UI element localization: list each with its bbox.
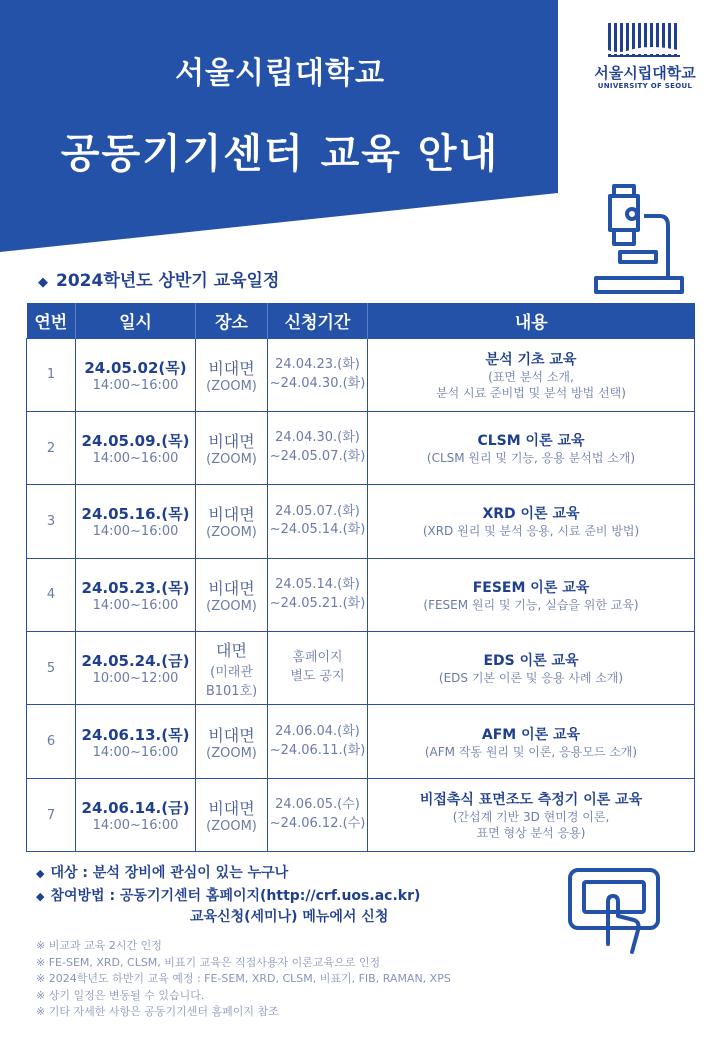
row-content xyxy=(368,558,695,631)
row-period xyxy=(268,632,368,705)
header-date: 일시 xyxy=(76,303,196,338)
row-content-desc: (간섭계 기반 3D 현미경 이론, xyxy=(452,809,610,824)
table-row xyxy=(27,632,695,705)
schedule-title-text: 2024학년도 상반기 교육일정 xyxy=(56,271,280,291)
row-date: 24.06.13.(목) xyxy=(81,725,190,744)
row-period-start: 24.06.05.(수) xyxy=(275,797,360,813)
university-logo-icon xyxy=(590,20,700,60)
row-period-end: ~24.05.14.(화) xyxy=(269,522,366,538)
row-place-type: 비대면 xyxy=(208,432,255,452)
row-period xyxy=(268,705,368,778)
row-datetime xyxy=(76,778,196,851)
row-date: 24.05.24.(금) xyxy=(81,652,190,671)
note-item: ※ 기타 자세한 사항은 공동기기센터 홈페이지 참조 xyxy=(36,1005,279,1018)
table-row xyxy=(27,411,695,484)
row-content xyxy=(368,338,695,411)
row-time: 14:00~16:00 xyxy=(92,451,179,467)
table-header-row xyxy=(27,303,695,338)
row-time: 14:00~16:00 xyxy=(92,597,179,613)
table-row xyxy=(27,778,695,851)
row-period-end: ~24.05.07.(화) xyxy=(269,449,366,465)
header-period: 신청기간 xyxy=(268,303,368,338)
row-number: 4 xyxy=(27,558,76,631)
logo-subtitle: UNIVERSITY OF SEOUL xyxy=(597,82,693,90)
row-place xyxy=(196,411,268,484)
row-date: 24.05.09.(목) xyxy=(81,432,190,451)
row-time: 14:00~16:00 xyxy=(92,377,179,393)
row-content xyxy=(368,485,695,558)
row-number: 2 xyxy=(27,411,76,484)
row-period-start: 24.04.23.(화) xyxy=(275,356,360,372)
row-content-title: EDS 이론 교육 xyxy=(483,653,579,670)
target-info xyxy=(36,862,288,882)
row-datetime xyxy=(76,411,196,484)
row-place xyxy=(196,778,268,851)
touch-screen-icon xyxy=(566,866,666,956)
diamond-bullet-icon: ◆ xyxy=(36,867,45,880)
row-content-desc: (XRD 원리 및 분석 응용, 시료 준비 방법) xyxy=(422,524,640,539)
row-content-title: 비접촉식 표면조도 측정기 이론 교육 xyxy=(419,791,643,808)
row-place xyxy=(196,485,268,558)
row-place-detail: (ZOOM) xyxy=(206,452,257,468)
row-date: 24.06.14.(금) xyxy=(81,799,190,818)
notes-list xyxy=(36,938,451,1021)
row-place xyxy=(196,558,268,631)
table-row xyxy=(27,485,695,558)
row-place-type: 비대면 xyxy=(208,799,255,819)
row-time: 14:00~16:00 xyxy=(92,524,179,540)
row-place-detail: (미래관 xyxy=(210,664,253,680)
row-content-title: XRD 이론 교육 xyxy=(482,506,580,523)
schedule-section-title xyxy=(38,266,279,291)
diamond-bullet-icon: ◆ xyxy=(36,890,45,903)
table-row xyxy=(27,558,695,631)
row-period xyxy=(268,338,368,411)
row-content-title: FESEM 이론 교육 xyxy=(472,579,590,596)
row-datetime xyxy=(76,632,196,705)
row-content-desc: (AFM 작동 원리 및 이론, 응용모드 소개) xyxy=(424,744,638,759)
row-period-end: ~24.06.11.(화) xyxy=(269,742,366,758)
row-datetime xyxy=(76,558,196,631)
row-period xyxy=(268,558,368,631)
page-title-line2: 공동기기센터 교육 안내 xyxy=(60,131,500,177)
row-place-detail: (ZOOM) xyxy=(206,598,257,614)
row-datetime xyxy=(76,338,196,411)
row-place-detail: (ZOOM) xyxy=(206,819,257,835)
row-place-type: 비대면 xyxy=(208,358,255,378)
note-item: ※ FE-SEM, XRD, CLSM, 비표기 교육은 직접사용자 이론교육으로 인정 xyxy=(36,955,381,969)
note-item: ※ 비교과 교육 2시간 인정 xyxy=(36,939,162,952)
method-info-line2: 교육신청(세미나) 메뉴에서 신청 xyxy=(190,909,389,925)
row-time: 10:00~12:00 xyxy=(92,671,179,687)
row-place xyxy=(196,705,268,778)
row-content-desc: (CLSM 원리 및 기능, 응용 분석법 소개) xyxy=(426,450,636,465)
row-place-type: 대면 xyxy=(216,640,247,660)
row-period-end: 별도 공지 xyxy=(290,669,345,685)
method-text: 참여방법 : 공동기기센터 홈페이지(http://crf.uos.ac.kr) xyxy=(50,888,421,904)
row-date: 24.05.16.(목) xyxy=(81,505,190,524)
row-period-start: 24.04.30.(화) xyxy=(275,430,360,446)
page-title-line1: 서울시립대학교 xyxy=(175,56,385,91)
row-content-title: CLSM 이론 교육 xyxy=(477,432,585,449)
note-item: ※ 2024학년도 하반기 교육 예정 : FE-SEM, XRD, CLSM, 비표기, FIB, RAMAN, XPS xyxy=(36,972,451,985)
row-content-title: 분석 기초 교육 xyxy=(485,351,577,368)
diamond-bullet-icon: ◆ xyxy=(38,275,48,290)
row-number: 6 xyxy=(27,705,76,778)
row-place xyxy=(196,338,268,411)
row-place-detail: (ZOOM) xyxy=(206,525,257,541)
row-content-desc: (EDS 기본 이론 및 응용 사례 소개) xyxy=(438,671,624,686)
row-content-desc: 분석 시료 준비법 및 분석 방법 선택) xyxy=(436,385,626,400)
row-datetime xyxy=(76,705,196,778)
schedule-table xyxy=(26,303,695,852)
row-place-type: 비대면 xyxy=(208,725,255,745)
row-datetime xyxy=(76,485,196,558)
row-place-detail: (ZOOM) xyxy=(206,378,257,394)
row-content xyxy=(368,632,695,705)
row-number: 5 xyxy=(27,632,76,705)
row-period xyxy=(268,778,368,851)
row-period-end: ~24.05.21.(화) xyxy=(269,595,366,611)
row-date: 24.05.23.(목) xyxy=(81,578,190,597)
row-number: 1 xyxy=(27,338,76,411)
row-place-type: 비대면 xyxy=(208,578,255,598)
row-time: 14:00~16:00 xyxy=(92,818,179,834)
microscope-icon xyxy=(586,180,686,300)
row-period-end: ~24.04.30.(화) xyxy=(269,375,366,391)
table-row xyxy=(27,338,695,411)
row-place-type: 비대면 xyxy=(208,505,255,525)
row-number: 7 xyxy=(27,778,76,851)
row-time: 14:00~16:00 xyxy=(92,744,179,760)
header-content: 내용 xyxy=(368,303,695,338)
table-row xyxy=(27,705,695,778)
row-period-end: ~24.06.12.(수) xyxy=(269,816,366,832)
header-no: 연번 xyxy=(27,303,76,338)
row-content xyxy=(368,411,695,484)
header-place: 장소 xyxy=(196,303,268,338)
note-item: ※ 상기 일정은 변동될 수 있습니다. xyxy=(36,988,205,1002)
row-content-desc: 표면 형상 분석 응용) xyxy=(476,826,586,841)
row-period-start: 24.06.04.(화) xyxy=(275,723,360,739)
row-place-detail: (ZOOM) xyxy=(206,745,257,761)
row-place xyxy=(196,632,268,705)
row-number: 3 xyxy=(27,485,76,558)
method-info xyxy=(36,885,420,905)
row-place-room: B101호) xyxy=(205,683,258,699)
row-date: 24.05.02(목) xyxy=(84,358,187,377)
row-period xyxy=(268,485,368,558)
row-period-start: 홈페이지 xyxy=(292,650,343,666)
row-period-start: 24.05.07.(화) xyxy=(275,503,360,519)
logo-name: 서울시립대학교 xyxy=(594,64,696,82)
row-content-desc: (FESEM 원리 및 기능, 실습을 위한 교육) xyxy=(423,597,639,612)
row-period-start: 24.05.14.(화) xyxy=(275,577,360,593)
row-period xyxy=(268,411,368,484)
row-content xyxy=(368,705,695,778)
row-content xyxy=(368,778,695,851)
row-content-desc: (표면 분석 소개, xyxy=(488,369,574,384)
row-content-title: AFM 이론 교육 xyxy=(481,726,581,743)
target-text: 대상 : 분석 장비에 관심이 있는 누구나 xyxy=(50,865,289,881)
